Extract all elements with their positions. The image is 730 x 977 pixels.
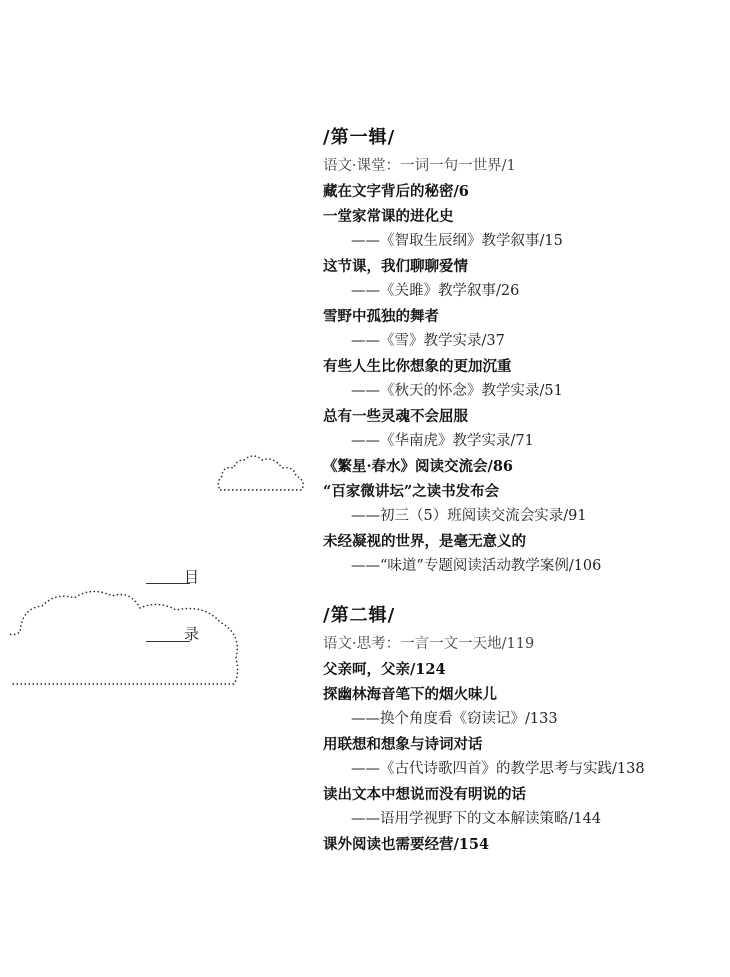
toc-subtitle: ——语用学视野下的文本解读策略/144	[351, 811, 602, 827]
toc-entry: 父亲呵，父亲/124	[323, 661, 446, 678]
toc-subtitle: ——《雪》教学实录/37	[351, 333, 505, 349]
toc-subtitle: ——《古代诗歌四首》的教学思考与实践/138	[351, 761, 645, 777]
toc-entry: 读出文本中想说而没有明说的话	[323, 786, 526, 803]
toc-entry: “百家微讲坛”之读书发布会	[323, 483, 500, 500]
toc-entry: 一堂家常课的进化史	[323, 208, 454, 225]
section-heading: /第一辑/	[323, 127, 396, 148]
toc-entry: 语文·课堂：一词一句一世界/1	[323, 158, 516, 174]
toc-entry: 未经凝视的世界，是毫无意义的	[323, 533, 526, 550]
toc-subtitle: ——初三（5）班阅读交流会实录/91	[351, 508, 587, 524]
toc-subtitle: ——《秋天的怀念》教学实录/51	[351, 383, 563, 399]
toc-entry: 用联想和想象与诗词对话	[323, 736, 483, 753]
toc-entry: 有些人生比你想象的更加沉重	[323, 358, 512, 375]
toc-entry: 藏在文字背后的秘密/6	[323, 183, 469, 200]
toc-section-2	[323, 604, 645, 857]
toc-subtitle: ——《智取生辰纲》教学叙事/15	[351, 233, 563, 249]
toc-entry: 总有一些灵魂不会屈服	[323, 408, 468, 425]
toc-subtitle: ——《华南虎》教学实录/71	[351, 433, 534, 449]
sidebar-title-lu: 录	[184, 625, 200, 643]
small-cloud-decoration	[214, 454, 306, 494]
toc-entry: 《繁星·春水》阅读交流会/86	[323, 458, 514, 475]
toc-section-1	[323, 126, 601, 579]
toc-entry: 课外阅读也需要经营/154	[323, 836, 490, 853]
section-heading: /第二辑/	[323, 605, 396, 626]
toc-subtitle: ——换个角度看《窃读记》/133	[351, 711, 558, 727]
toc-subtitle: ——“味道”专题阅读活动教学案例/106	[351, 558, 602, 574]
toc-entry: 雪野中孤独的舞者	[323, 308, 439, 325]
toc-entry: 语文·思考：一言一文一天地/119	[323, 636, 535, 652]
toc-entry: 探幽林海音笔下的烟火味儿	[323, 686, 497, 703]
large-cloud-decoration	[8, 588, 244, 688]
sidebar-title-mu: 目	[184, 568, 200, 586]
toc-subtitle: ——《关雎》教学叙事/26	[351, 283, 520, 299]
toc-entry: 这节课，我们聊聊爱情	[323, 258, 468, 275]
